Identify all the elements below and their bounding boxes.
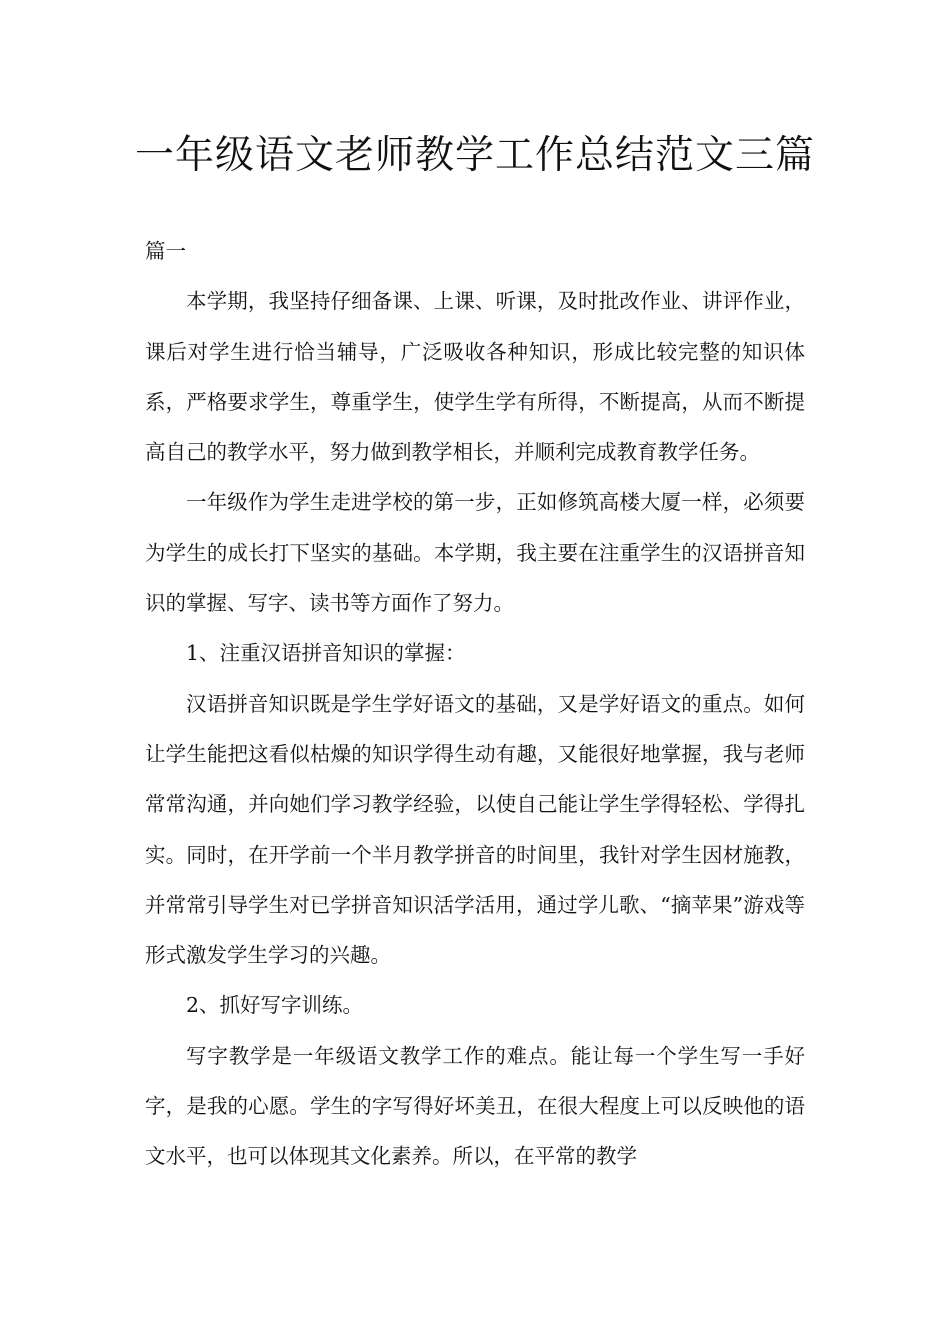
heading-writing: 2、抓好写字训练。 bbox=[186, 993, 364, 1018]
document-body bbox=[145, 226, 805, 1182]
paragraph-4: 写字教学是一年级语文教学工作的难点。能让每一个学生写一手好字，是我的心愿。学生的字写得好坏美丑，在很大程度上可以反映他的语文水平，也可以体现其文化素养。所以，在平常的教学 bbox=[145, 1043, 805, 1169]
paragraph-2: 一年级作为学生走进学校的第一步，正如修筑高楼大厦一样，必须要为学生的成长打下坚实的基础。本学期，我主要在注重学生的汉语拼音知识的掌握、写字、读书等方面作了努力。 bbox=[145, 490, 805, 616]
section-label: 篇一 bbox=[145, 239, 186, 263]
paragraph-3: 汉语拼音知识既是学生学好语文的基础，又是学好语文的重点。如何让学生能把这看似枯燥的知识学得生动有趣，又能很好地掌握，我与老师常常沟通，并向她们学习教学经验，以使自己能让学生学得轻松、学得扎实。同时，在开学前一个半月教学拼音的时间里，我针对学生因材施教，并常常引导学生对已学拼音知识活学活用，通过学儿歌、“摘苹果”游戏等形式激发学生学习的兴趣。 bbox=[145, 691, 805, 968]
paragraph-1: 本学期，我坚持仔细备课、上课、听课，及时批改作业、讲评作业，课后对学生进行恰当辅导，广泛吸收各种知识，形成比较完整的知识体系，严格要求学生，尊重学生，使学生学有所得，不断提高，从而不断提高自己的教学水平，努力做到教学相长，并顺利完成教育教学任务。 bbox=[145, 289, 805, 465]
document-title: 一年级语文老师教学工作总结范文三篇 bbox=[134, 133, 815, 178]
heading-pinyin: 1、注重汉语拼音知识的掌握： bbox=[186, 641, 466, 666]
